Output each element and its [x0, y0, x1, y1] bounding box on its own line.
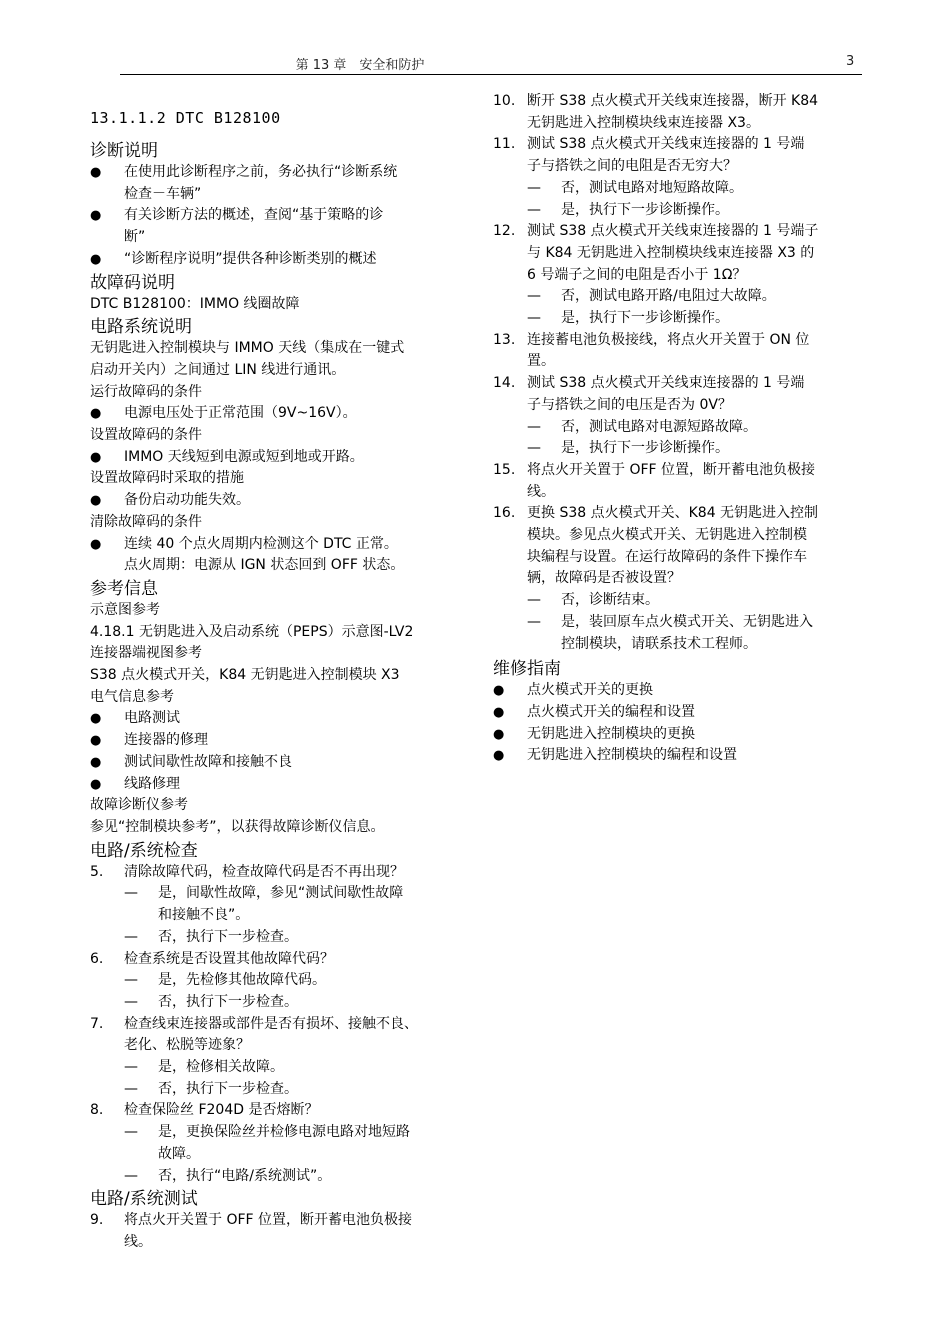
answer-cont: 和接触不良”。 — [158, 907, 250, 924]
dash-glyph: — — [124, 885, 138, 902]
step-text-cont: 无钥匙进入控制模块线束连接器 X3。 — [527, 114, 760, 131]
answer-text: 是，执行下一步诊断操作。 — [561, 440, 729, 457]
step-text: 连接蓄电池负极接线，将点火开关置于 ON 位 — [527, 331, 810, 348]
dash-glyph: — — [527, 179, 541, 196]
repair-heading: 维修指南 — [493, 659, 561, 680]
circuit-desc-heading: 电路系统说明 — [90, 317, 192, 338]
subheading: 清除故障码的条件 — [90, 513, 202, 530]
paragraph-line: 启动开关内）之间通过 LIN 线进行通讯。 — [90, 361, 346, 378]
step-text: 断开 S38 点火模式开关线束连接器，断开 K84 — [527, 93, 819, 109]
step-answer — [90, 970, 470, 992]
step-answer — [493, 612, 865, 634]
answer-text: 否，诊断结束。 — [561, 592, 659, 609]
step-text-cont: 辆，故障码是否被设置？ — [527, 570, 681, 587]
answer-cont: 故障。 — [158, 1145, 200, 1162]
subheading: 设置故障码时采取的措施 — [90, 470, 244, 487]
step-text-cont: 与 K84 无钥匙进入控制模块线束连接器 X3 的 — [527, 244, 815, 261]
dash-glyph: — — [124, 972, 138, 989]
list-item: ● 测试间歇性故障和接触不良 — [90, 752, 470, 774]
step-text: 检查保险丝 F204D 是否熔断？ — [124, 1102, 319, 1119]
step-answer — [90, 883, 470, 905]
dash-glyph: — — [527, 592, 541, 609]
step-answer — [493, 200, 865, 222]
dash-glyph: — — [124, 1080, 138, 1097]
list-item: ● 有关诊断方法的概述，查阅“基于策略的诊 — [90, 205, 470, 227]
connector-reference: S38 点火模式开关，K84 无钥匙进入控制模块 X3 — [90, 667, 400, 684]
list-item: ● 电源电压处于正常范围（9V~16V）。 — [90, 403, 470, 425]
list-item-cont: 断” — [124, 229, 146, 246]
step-12 — [493, 221, 865, 243]
test-heading: 电路/系统测试 — [90, 1189, 198, 1210]
step-text: 更换 S38 点火模式开关、K84 无钥匙进入控制 — [527, 505, 819, 522]
step-9 — [90, 1210, 470, 1232]
step-number: 10. — [493, 93, 516, 109]
step-text: 测试 S38 点火模式开关线束连接器的 1 号端 — [527, 375, 805, 392]
step-number: 14. — [493, 375, 516, 392]
list-item: ● 连续 40 个点火周期内检测这个 DTC 正常。 — [90, 534, 470, 556]
step-answer — [90, 1057, 470, 1079]
step-text: 将点火开关置于 OFF 位置，断开蓄电池负极接 — [124, 1212, 413, 1229]
list-item: ● 电路测试 — [90, 708, 470, 730]
answer-text: 是，检修相关故障。 — [158, 1059, 284, 1076]
list-item-cont: 检查－车辆” — [124, 185, 202, 202]
check-heading: 电路/系统检查 — [90, 840, 198, 861]
step-text: 将点火开关置于 OFF 位置，断开蓄电池负极接 — [527, 461, 816, 478]
header-chapter-title: 第 13 章 安全和防护 — [295, 58, 425, 73]
step-answer — [493, 438, 865, 460]
answer-text: 是，更换保险丝并检修电源电路对地短路 — [158, 1124, 410, 1141]
answer-text: 否，测试电路对地短路故障。 — [561, 179, 743, 196]
step-number: 13. — [493, 331, 516, 348]
step-14 — [493, 373, 865, 395]
step-text: 检查线束连接器或部件是否有损坏、接触不良、 — [124, 1015, 418, 1032]
step-text-cont: 老化、松脱等迹象？ — [124, 1037, 250, 1054]
reference-heading: 参考信息 — [90, 578, 158, 599]
step-text: 清除故障代码，检查故障代码是否不再出现？ — [124, 863, 404, 880]
list-item: ● IMMO 天线短到电源或短到地或开路。 — [90, 447, 470, 469]
diag-desc-heading: 诊断说明 — [90, 141, 158, 161]
answer-text: 否，执行下一步检查。 — [158, 993, 298, 1010]
answer-cont: 控制模块，请联系技术工程师。 — [561, 635, 757, 652]
step-6 — [90, 949, 470, 971]
dash-glyph: — — [124, 1059, 138, 1076]
step-answer — [90, 992, 470, 1014]
answer-text: 是，间歇性故障，参见“测试间歇性故障 — [158, 885, 404, 902]
step-number: 5. — [90, 863, 104, 880]
dash-glyph: — — [124, 993, 138, 1010]
step-text-cont: 线。 — [527, 483, 555, 500]
dash-glyph: — — [527, 288, 541, 305]
right-column — [493, 91, 865, 767]
step-answer — [493, 308, 865, 330]
dash-glyph: — — [527, 418, 541, 435]
list-item: ● 连接器的修理 — [90, 730, 470, 752]
answer-text: 否，执行下一步检查。 — [158, 928, 298, 945]
dash-glyph: — — [527, 201, 541, 218]
step-number: 7. — [90, 1015, 104, 1032]
step-7 — [90, 1014, 470, 1036]
dash-glyph: — — [527, 310, 541, 327]
step-text: 测试 S38 点火模式开关线束连接器的 1 号端子 — [527, 223, 819, 240]
left-column — [90, 108, 470, 1254]
step-answer — [90, 1079, 470, 1101]
step-5 — [90, 862, 470, 884]
step-number: 9. — [90, 1212, 104, 1229]
step-8 — [90, 1100, 470, 1122]
step-text-cont: 子与搭铁之间的电阻是否无穷大？ — [527, 158, 737, 175]
step-text-cont: 6 号端子之间的电阻是否小于 1Ω？ — [527, 266, 747, 283]
dtc-desc-text: DTC B128100：IMMO 线圈故障 — [90, 295, 300, 312]
answer-text: 是，执行下一步诊断操作。 — [561, 310, 729, 327]
subheading: 连接器端视图参考 — [90, 645, 202, 662]
paragraph-line: 无钥匙进入控制模块与 IMMO 天线（集成在一键式 — [90, 340, 405, 357]
answer-text: 是，装回原车点火模式开关、无钥匙进入 — [561, 613, 813, 630]
answer-text: 否，执行下一步检查。 — [158, 1080, 298, 1097]
answer-text: 是，执行下一步诊断操作。 — [561, 201, 729, 218]
subheading: 运行故障码的条件 — [90, 383, 202, 400]
dtc-desc-heading: 故障码说明 — [90, 272, 175, 293]
list-item-note: 点火周期：电源从 IGN 状态回到 OFF 状态。 — [124, 557, 405, 574]
subheading: 故障诊断仪参考 — [90, 797, 188, 814]
list-item: ● “诊断程序说明”提供各种诊断类别的概述 — [90, 249, 470, 271]
list-item: ● 在使用此诊断程序之前，务必执行“诊断系统 — [90, 162, 470, 184]
step-answer — [493, 286, 865, 308]
tool-reference-text: 参见“控制模块参考”，以获得故障诊断仪信息。 — [90, 818, 385, 835]
step-text-cont: 子与搭铁之间的电压是否为 0V？ — [527, 396, 732, 413]
step-answer — [90, 927, 470, 949]
dash-glyph: — — [124, 1124, 138, 1141]
schematic-reference: 4.18.1 无钥匙进入及启动系统（PEPS）示意图-LV2 — [90, 623, 414, 640]
step-13 — [493, 330, 865, 352]
step-number: 12. — [493, 223, 516, 240]
step-text: 测试 S38 点火模式开关线束连接器的 1 号端 — [527, 136, 805, 153]
step-answer — [493, 178, 865, 200]
list-item: ● 点火模式开关的更换 — [493, 680, 865, 702]
subheading: 电气信息参考 — [90, 688, 174, 705]
step-answer — [493, 590, 865, 612]
subheading: 示意图参考 — [90, 601, 160, 618]
step-16 — [493, 503, 865, 525]
dash-glyph: — — [124, 928, 138, 945]
step-15 — [493, 460, 865, 482]
step-number: 11. — [493, 136, 516, 153]
step-number: 8. — [90, 1102, 104, 1119]
subheading: 设置故障码的条件 — [90, 427, 202, 444]
list-item: ● 线路修理 — [90, 774, 470, 796]
step-10 — [493, 91, 865, 113]
list-item: ● 备份启动功能失效。 — [90, 490, 470, 512]
dash-glyph: — — [527, 440, 541, 457]
step-text-cont: 块编程与设置。在运行故障码的条件下操作车 — [527, 548, 807, 565]
header-divider — [120, 74, 862, 75]
step-number: 6. — [90, 950, 104, 967]
step-answer — [90, 1122, 470, 1144]
answer-text: 否，测试电路对电源短路故障。 — [561, 418, 757, 435]
step-text-cont: 线。 — [124, 1233, 152, 1250]
answer-text: 否，测试电路开路/电阻过大故障。 — [561, 288, 776, 305]
step-answer — [493, 417, 865, 439]
step-text: 检查系统是否设置其他故障代码？ — [124, 950, 334, 967]
list-item: ● 点火模式开关的编程和设置 — [493, 702, 865, 724]
list-item: ● 无钥匙进入控制模块的更换 — [493, 724, 865, 746]
answer-text: 是，先检修其他故障代码。 — [158, 972, 326, 989]
list-item: ● 无钥匙进入控制模块的编程和设置 — [493, 745, 865, 767]
dash-glyph: — — [527, 613, 541, 630]
step-11 — [493, 134, 865, 156]
page-number: 3 — [846, 54, 855, 69]
step-number: 15. — [493, 461, 516, 478]
section-code: 13.1.1.2 DTC B128100 — [90, 109, 281, 127]
step-text-cont: 置。 — [527, 353, 555, 370]
step-text-cont: 模块。参见点火模式开关、无钥匙进入控制模 — [527, 527, 807, 544]
dash-glyph: — — [124, 1167, 138, 1184]
answer-text: 否，执行“电路/系统测试”。 — [158, 1167, 332, 1184]
step-answer — [90, 1166, 470, 1188]
step-number: 16. — [493, 505, 516, 522]
